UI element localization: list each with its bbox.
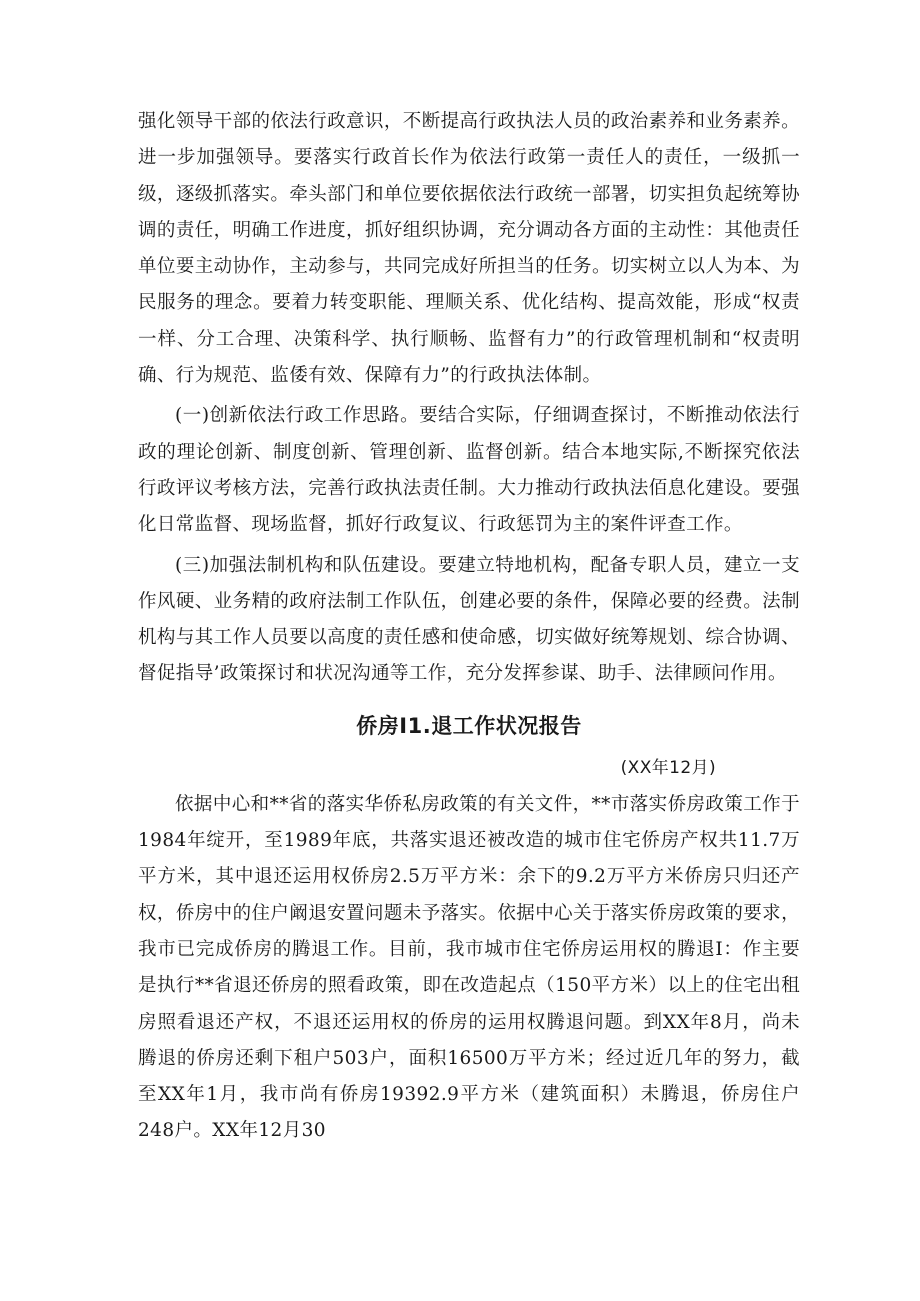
- report-body-paragraph: 依据中心和**省的落实华侨私房政策的有关文件，**市落实侨房政策工作于1984年绽开，至1989年底，共落实退还被改造的城市住宅侨房产权共11.7万平方米，其中退还运用权侨房2.5万平方米：余下的9.2万平方米侨房只归还产权，侨房中的住户阚退安置问题未予落实。依据中心关于落实侨房政策的要求，我市已完成侨房的腾退工作。目前，我市城市住宅侨房运用权的腾退I：作主要是执行**省退还侨房的照看政策，即在改造起点（150平方米）以上的住宅出租房照看退还产权，不退还运用权的侨房的运用权腾退问题。到XX年8月，尚未腾退的侨房还剩下租户503户，面积16500万平方米；经过近几年的努力，截至XX年1月，我市尚有侨房19392.9平方米（建筑面积）未腾退，侨房住户248户。XX年12月30: [138, 793, 800, 1142]
- paragraph-leadership: 强化领导干部的依法行政意识，不断提高行政执法人员的政治素养和业务素养。进一步加强领导。要落实行政首长作为依法行政第一责任人的责任，一级抓一级，逐级抓落实。牵头部门和单位要依据依法行政统一部署，切实担负起统筹协调的责任，明确工作进度，抓好组织协调，充分调动各方面的主动性：其他责任单位要主动协作，主动参与，共同完成好所担当的任务。切实树立以人为本、为民服务的理念。要着力转变职能、理顺关系、优化结构、提高效能，形成“权责一样、分工合理、决策科学、执行顺畅、监督有力”的行政管理机制和“权责明确、行为规范、监倭有效、保障有力”的行政执法体制。: [138, 111, 800, 387]
- report-title: 侨房I1.退工作状况报告: [356, 713, 582, 738]
- document-page: [138, 104, 800, 1150]
- paragraph-legal-team: (三)加强法制机构和队伍建设。要建立特地机构，配备专职人员，建立一支作风硬、业务精的政府法制工作队伍，创建必要的条件，保障必要的经费。法制机构与其工作人员要以高度的责任感和使命感，切实做好统筹规划、综合协调、督促指导’政策探讨和状况沟通等工作，充分发挥参谋、助手、法律顾问作用。: [138, 554, 800, 685]
- report-date: (XX年12月): [620, 757, 716, 778]
- paragraph-innovation: (一)创新依法行政工作思路。要结合实际，仔细调查探讨，不断推动依法行政的理论创新、制度创新、管理创新、监督创新。结合本地实际,不断探究依法行政评议考核方法，完善行政执法责任制。大力推动行政执法佰息化建设。要强化日常监督、现场监督，抓好行政复议、行政惩罚为主的案件评查工作。: [138, 405, 800, 536]
